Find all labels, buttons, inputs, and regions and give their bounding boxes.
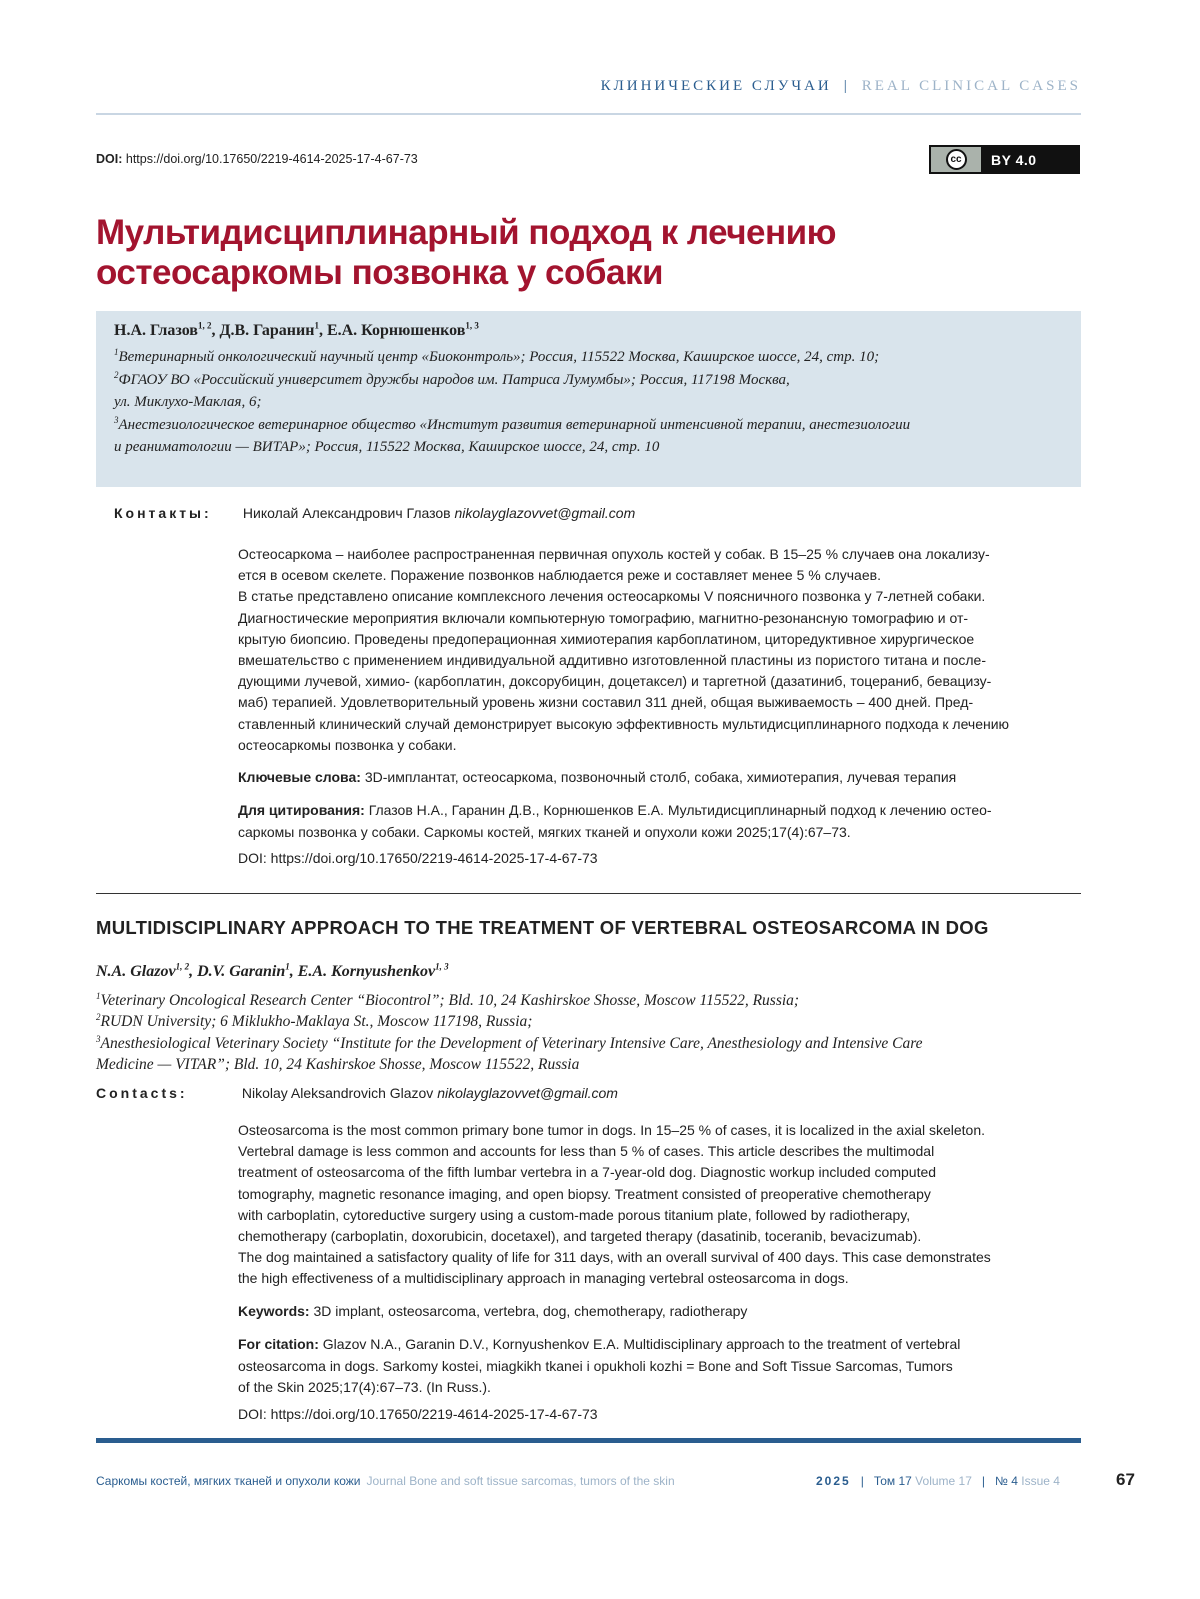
author-3-sup: 1, 3: [435, 961, 449, 972]
page-footer: [96, 1474, 1138, 1488]
affiliation-text: ФГАОУ ВО «Российский университет дружбы народов им. Патриса Лумумбы»; Россия, 117198 Москва,: [118, 371, 790, 388]
affiliation-sup: 3: [114, 414, 119, 425]
affiliation-sup: 3: [96, 1033, 101, 1044]
affiliation-line: [114, 369, 1063, 392]
author-2: Д.В. Гаранин: [219, 322, 315, 339]
affiliation-line: [114, 346, 1063, 369]
citation-label: Для цитирования:: [238, 802, 365, 818]
affiliation-text: Anesthesiological Veterinary Society “Institute for the Development of Veterinary Intensive Care, Anesthesiology and Intensive Care: [100, 1034, 923, 1052]
author-2-sup: 1: [314, 320, 319, 331]
abstract-line: Osteosarcoma is the most common primary bone tumor in dogs. In 15–25 % of cases, it is localized in the axial skeleton.: [238, 1122, 986, 1138]
page-number: 67: [1116, 1470, 1135, 1489]
affiliations-en: [96, 990, 1081, 1075]
affiliation-text: Анестезиологическое ветеринарное общество «Институт развития ветеринарной интенсивной терапии, анестезиологии: [118, 416, 911, 433]
issue-en: Issue 4: [1021, 1474, 1060, 1488]
contacts-name: Николай Александрович Глазов: [242, 505, 451, 521]
abstract-ru: [238, 544, 1081, 756]
abstract-line: дующими лучевой, химио- (карбоплатин, доксорубицин, доцетаксел) и таргетной (дазатиниб, тоцераниб, бевацизу-: [238, 673, 992, 690]
abstract-line: ется в осевом скелете. Поражение позвонков наблюдается реже и составляет менее 5 % случаев.: [238, 567, 881, 584]
keywords-text: 3D-имплантат, остеосаркома, позвоночный столб, собака, химиотерапия, лучевая терапия: [364, 769, 957, 785]
abstract-line: В статье представлено описание комплексного лечения остеосаркомы V поясничного позвонка у 7-летней собаки.: [238, 588, 986, 605]
authors-ru: Н.А. Глазов$^{1, 2}$, Д.В. Гаранин$^1$, Е.А. Корнюшенков$^{1, 3}$: [114, 320, 479, 339]
author-1: N.A. Glazov: [96, 963, 176, 980]
keywords-ru: [238, 767, 1081, 789]
affiliations-box-ru: [96, 311, 1081, 487]
footer-pipe: |: [981, 1474, 986, 1488]
volume-ru: Том 17: [873, 1474, 912, 1488]
contacts-email-link[interactable]: nikolayglazovvet@gmail.com: [437, 1085, 618, 1101]
citation-line: саркомы позвонка у собаки. Саркомы костей, мягких тканей и опухоли кожи 2025;17(4):67–73.: [238, 823, 851, 840]
article-title-ru: [96, 213, 1076, 293]
citation-line: of the Skin 2025;17(4):67–73. (In Russ.).: [238, 1379, 491, 1395]
title-ru-line2: остеосаркомы позвонка у собаки: [96, 253, 664, 292]
keywords-label: Ключевые слова:: [238, 769, 361, 785]
doi-en-link[interactable]: DOI: https://doi.org/10.17650/2219-4614-2025-17-4-67-73: [238, 1406, 598, 1422]
footer-rule: [96, 1438, 1081, 1443]
affiliation-line: [96, 990, 1081, 1011]
citation-ru: [238, 800, 1081, 843]
abstract-line: with carboplatin, cytoreductive surgery using a custom-made porous titanium plate, followed by radiotherapy,: [238, 1206, 911, 1223]
abstract-line: The dog maintained a satisfactory quality of life for 311 days, with an overall survival of 400 days. This case demonstrates: [238, 1249, 991, 1266]
citation-label: For citation:: [238, 1336, 319, 1352]
author-1: Н.А. Глазов: [114, 322, 198, 339]
affiliation-text: ул. Миклухо-Маклая, 6;: [114, 394, 262, 410]
cc-license-text: BY 4.0: [991, 151, 1037, 168]
author-2: D.V. Garanin: [197, 963, 286, 980]
keywords-text: 3D implant, osteosarcoma, vertebra, dog, chemotherapy, radiotherapy: [313, 1303, 748, 1319]
affiliation-sup: 1: [96, 990, 101, 1001]
affiliation-text: Ветеринарный онкологический научный центр «Биоконтроль»; Россия, 115522 Москва, Каширское шоссе, 24, стр. 10;: [118, 349, 880, 365]
affiliation-line: [114, 391, 1063, 414]
keywords-en: [238, 1301, 1081, 1323]
contacts-en: [96, 1085, 618, 1101]
contacts-label: Контакты:: [114, 505, 212, 521]
section-label-en: REAL CLINICAL CASES: [861, 78, 1081, 94]
cc-logo: [931, 147, 981, 172]
abstract-line: Vertebral damage is less common and accounts for less than 5 % of cases. This article describes the multimodal: [238, 1143, 935, 1160]
author-1-sup: 1, 2: [197, 320, 212, 331]
abstract-line: ставленный клинический случай демонстрирует высокую эффективность мультидисциплинарного подхода к лечению: [238, 715, 1010, 732]
affiliation-text: Medicine — VITAR”; Bld. 10, 24 Kashirskoe Shosse, Moscow 115522, Russia: [96, 1055, 580, 1073]
affiliation-line: [114, 414, 1063, 437]
volume-en: Volume 17: [915, 1474, 972, 1488]
running-header: [96, 78, 1081, 95]
author-3: Е.А. Корнюшенков: [326, 322, 466, 339]
abstract-line: остеосаркомы позвонка у собаки.: [238, 736, 457, 753]
header-rule: [96, 113, 1081, 115]
citation-line: osteosarcoma in dogs. Sarkomy kostei, miagkikh tkanei i opukholi kozhi = Bone and Soft Tissue Sarcomas, Tumors: [238, 1357, 953, 1374]
doi-link[interactable]: https://doi.org/10.17650/2219-4614-2025-17-4-67-73: [125, 152, 418, 166]
doi-label: DOI:: [96, 152, 123, 166]
doi-ru-link[interactable]: DOI: https://doi.org/10.17650/2219-4614-2025-17-4-67-73: [238, 850, 598, 866]
affiliation-text: Veterinary Oncological Research Center “Biocontrol”; Bld. 10, 24 Kashirskoe Shosse, Moscow 115522, Russia;: [100, 992, 800, 1009]
issue-info: [816, 1474, 1060, 1488]
affiliation-line: [96, 1054, 1081, 1075]
affiliation-line: [114, 436, 1063, 459]
author-3-sup: 1, 3: [465, 320, 479, 331]
citation-line: Glazov N.A., Garanin D.V., Kornyushenkov E.A. Multidisciplinary approach to the treatment of vertebral: [322, 1336, 961, 1352]
contacts-email-link[interactable]: nikolayglazovvet@gmail.com: [454, 505, 636, 521]
abstract-line: крытую биопсию. Проведены предоперационная химиотерапия карбоплатином, циторедуктивное хирургическое: [238, 630, 975, 647]
affiliation-text: и реаниматологии — ВИТАР»; Россия, 115522 Москва, Каширское шоссе, 24, стр. 10: [114, 439, 660, 455]
title-ru-line1: Мультидисциплинарный подход к лечению: [96, 213, 837, 252]
authors-en: N.A. Glazov$^{1, 2}$, D.V. Garanin$^1$, E.A. Kornyushenkov$^{1, 3}$: [96, 961, 449, 980]
affiliation-sup: 2: [114, 369, 119, 380]
section-divider: [96, 893, 1081, 894]
citation-en: [238, 1334, 1081, 1399]
contacts-ru: [114, 505, 635, 521]
section-label-ru: КЛИНИЧЕСКИЕ СЛУЧАИ: [600, 78, 832, 94]
abstract-line: Диагностические мероприятия включали компьютерную томографию, магнитно-резонансную томографию и от-: [238, 609, 969, 626]
issue-ru: № 4: [995, 1474, 1018, 1488]
contacts-name: Nikolay Aleksandrovich Glazov: [241, 1085, 434, 1101]
abstract-line: маб) терапией. Удовлетворительный уровень жизни составил 311 дней, общая выживаемость – 400 дней. Пред-: [238, 694, 974, 711]
abstract-line: the high effectiveness of a multidisciplinary approach in managing vertebral osteosarcoma in dogs.: [238, 1270, 849, 1287]
abstract-line: вмешательство с применением индивидуальной аддитивно изготовленной пластины из пористого титана и после-: [238, 652, 987, 669]
abstract-line: tomography, magnetic resonance imaging, and open biopsy. Treatment consisted of preoperative chemotherapy: [238, 1185, 931, 1202]
journal-name-ru: Саркомы костей, мягких тканей и опухоли кожи: [96, 1474, 361, 1488]
doi-top: [96, 152, 418, 166]
journal-name-en: Journal Bone and soft tissue sarcomas, tumors of the skin: [366, 1474, 675, 1488]
keywords-label: Keywords:: [238, 1303, 310, 1319]
affiliation-line: [96, 1011, 1081, 1032]
citation-line: Глазов Н.А., Гаранин Д.В., Корнюшенков Е.А. Мультидисциплинарный подход к лечению остео-: [368, 802, 992, 818]
affiliation-line: [96, 1033, 1081, 1054]
header-separator: |: [843, 78, 850, 94]
abstract-line: Остеосаркома – наиболее распространенная первичная опухоль костей у собак. В 15–25 % случаев она локализу-: [238, 546, 990, 562]
abstract-line: treatment of osteosarcoma of the fifth lumbar vertebra in a 7-year-old dog. Diagnostic workup included computed: [238, 1164, 937, 1181]
author-1-sup: 1, 2: [175, 961, 190, 972]
abstract-line: chemotherapy (carboplatin, doxorubicin, docetaxel), and targeted therapy (dasatinib, toceranib, bevacizumab).: [238, 1228, 922, 1245]
cc-license-badge[interactable]: [929, 145, 1080, 174]
issue-year: 2025: [816, 1474, 851, 1488]
author-3: E.A. Kornyushenkov: [297, 963, 436, 980]
author-2-sup: 1: [285, 961, 290, 972]
article-title-en: MULTIDISCIPLINARY APPROACH TO THE TREATMENT OF VERTEBRAL OSTEOSARCOMA IN DOG: [96, 917, 989, 938]
cc-icon: cc: [946, 149, 967, 170]
affiliation-sup: 2: [96, 1012, 101, 1023]
contacts-label: Contacts:: [96, 1085, 188, 1101]
footer-pipe: |: [860, 1474, 864, 1488]
abstract-en: [238, 1120, 1081, 1290]
affiliation-text: RUDN University; 6 Miklukho-Maklaya St., Moscow 117198, Russia;: [100, 1013, 533, 1031]
affiliation-sup: 1: [114, 347, 119, 357]
